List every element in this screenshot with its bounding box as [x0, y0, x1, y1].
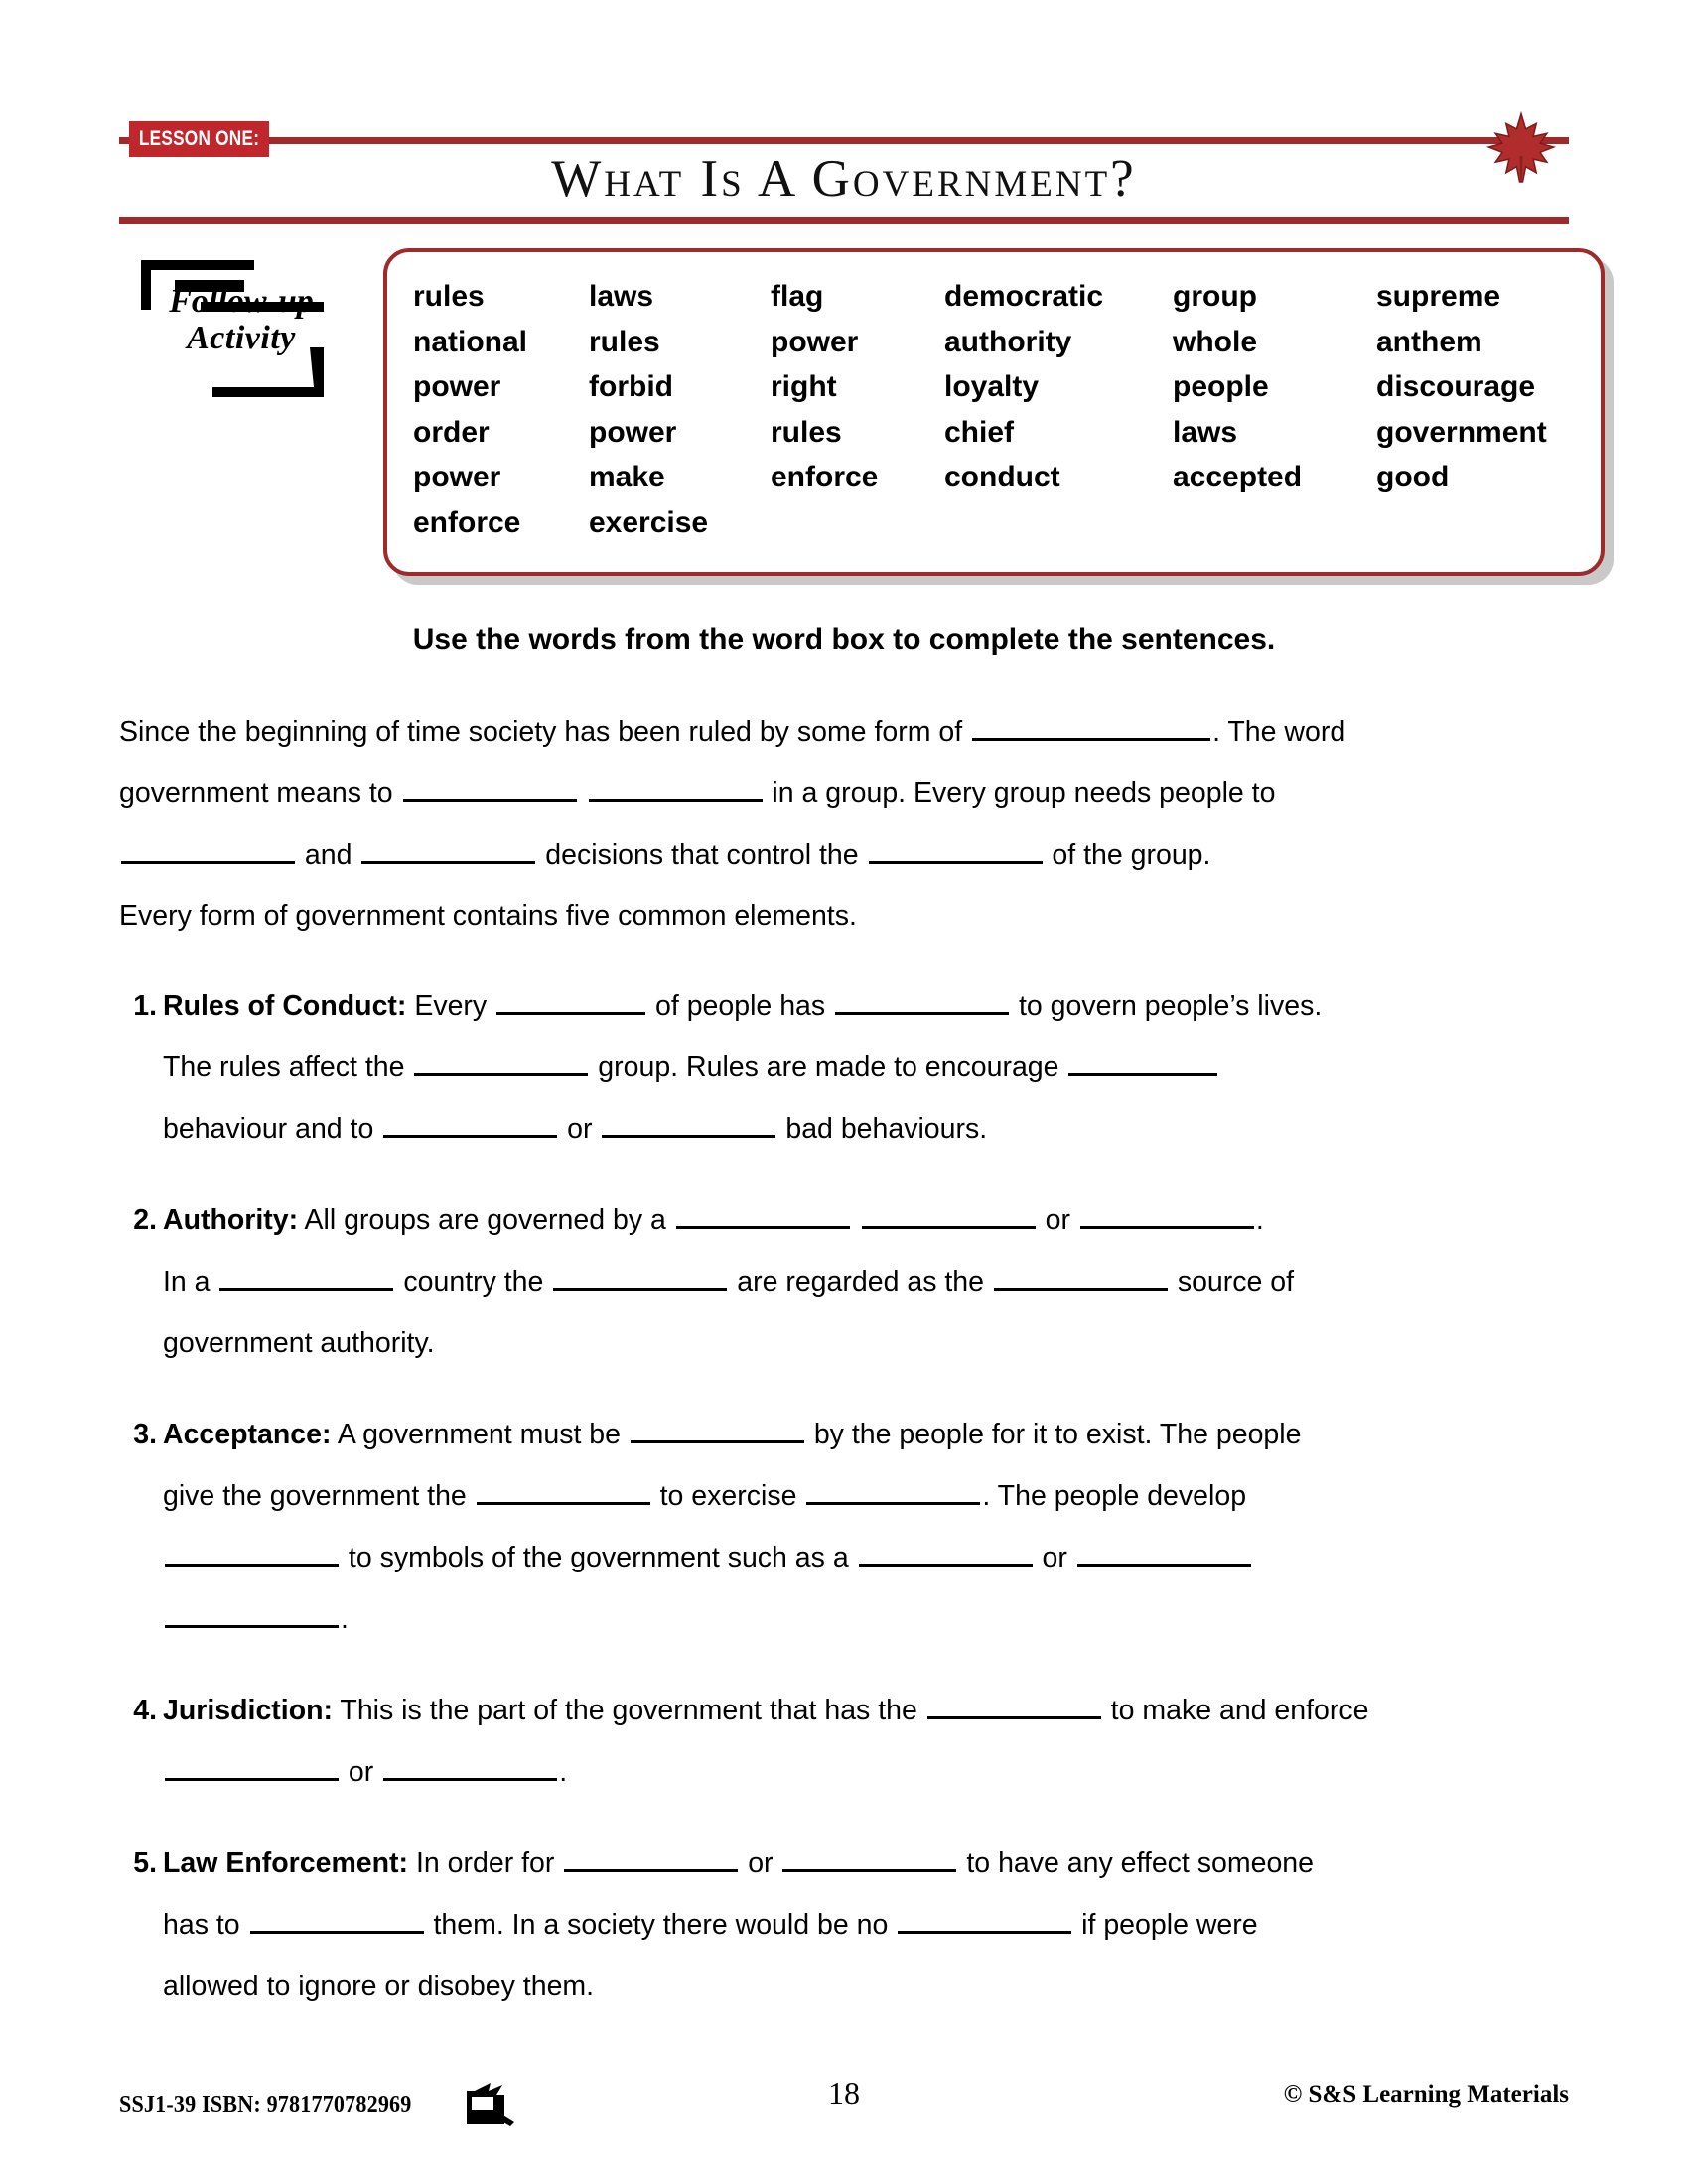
word-box-column: [944, 274, 1173, 546]
fill-in-blank[interactable]: [782, 1840, 956, 1872]
fill-in-blank[interactable]: [219, 1258, 393, 1291]
item-body: [163, 1189, 1569, 1374]
sentence-text: .: [1255, 1203, 1264, 1236]
word-box-section: [119, 248, 1569, 576]
sentence-text: allowed to ignore or disobey them.: [163, 1970, 595, 2002]
sentence-line: [163, 1894, 1569, 1956]
word-box-word: flag: [771, 280, 824, 313]
sentence-text: government authority.: [163, 1326, 435, 1359]
fill-in-blank[interactable]: [361, 831, 535, 864]
sentence-text: source of: [1169, 1265, 1295, 1297]
word-box-word: people: [1173, 370, 1269, 404]
sentence-text: government means to: [119, 776, 401, 809]
sentence-text: In order for: [408, 1846, 563, 1879]
fill-in-blank[interactable]: [972, 708, 1210, 741]
sentence-line: [163, 1404, 1569, 1465]
lesson-tag: LESSON ONE:: [129, 121, 269, 157]
instruction-text: Use the words from the word box to complete the sentences.: [412, 622, 1276, 656]
sentence-text: [579, 777, 587, 809]
fill-in-blank[interactable]: [1080, 1196, 1254, 1229]
fill-in-blank[interactable]: [927, 1687, 1101, 1719]
fill-in-blank[interactable]: [165, 1748, 339, 1781]
sentence-text: or: [1037, 1203, 1078, 1236]
sentence-text: .: [559, 1755, 568, 1788]
intro-paragraph: [119, 701, 1569, 947]
sentence-text: . The people develop: [982, 1479, 1247, 1512]
word-box-word: rules: [589, 325, 660, 358]
fill-in-blank[interactable]: [414, 1043, 588, 1076]
sentence-text: decisions that control the: [537, 838, 867, 871]
fill-in-blank[interactable]: [250, 1901, 424, 1934]
word-box-word: chief: [944, 415, 1015, 449]
sentence-text: or: [559, 1112, 601, 1145]
word-box-word: good: [1376, 461, 1450, 494]
sentence-text: country the: [395, 1265, 552, 1297]
word-box-wrapper: [383, 248, 1605, 576]
sentence-text: in a group. Every group needs people to: [764, 776, 1276, 809]
intro-lines: [119, 701, 1569, 947]
word-box-word: power: [413, 370, 501, 404]
fill-in-blank[interactable]: [676, 1196, 850, 1229]
numbered-items-list: [119, 975, 1569, 2017]
fill-in-blank[interactable]: [589, 769, 763, 802]
numbered-item: [119, 1404, 1569, 1650]
sentence-line: [163, 1527, 1569, 1588]
fill-in-blank[interactable]: [496, 982, 645, 1015]
fill-in-blank[interactable]: [994, 1258, 1168, 1291]
sentence-text: to govern people’s lives.: [1011, 989, 1323, 1022]
sentence-line: [163, 1312, 1569, 1374]
word-box-word: government: [1376, 415, 1547, 449]
word-box-word: accepted: [1173, 461, 1303, 494]
page-header: [119, 107, 1569, 218]
sentence-text: if people were: [1073, 1908, 1258, 1941]
sentence-text: or: [740, 1846, 781, 1879]
sentence-line: [163, 1036, 1569, 1098]
header-rule-top: [119, 137, 1569, 144]
footer-product-code: SSJ1-39 ISBN: 9781770782969: [119, 2091, 412, 2117]
numbered-item: [119, 1680, 1569, 1803]
numbered-item: [119, 1833, 1569, 2017]
sentence-line: [163, 1741, 1569, 1803]
sentence-text: are regarded as the: [729, 1265, 992, 1297]
sentence-text: Every: [406, 989, 495, 1022]
item-number: 1.: [133, 989, 157, 1022]
item-number: 4.: [133, 1694, 157, 1726]
sentence-text: or: [341, 1755, 382, 1788]
sentence-text: Every form of government contains five common elements.: [119, 899, 857, 932]
sentence-line: [163, 1588, 1569, 1650]
sentence-text: This is the part of the government that has the: [333, 1694, 925, 1726]
word-box-word: rules: [413, 280, 485, 313]
sentence-text: give the government the: [163, 1479, 475, 1512]
word-box-word: discourage: [1376, 370, 1536, 404]
sentence-text: . The word: [1212, 715, 1346, 748]
item-number: 3.: [133, 1418, 157, 1450]
item-body: [163, 1680, 1569, 1803]
fill-in-blank[interactable]: [631, 1411, 804, 1443]
numbered-item: [119, 1189, 1569, 1374]
sentence-line: [163, 1833, 1569, 1894]
item-body: [163, 1404, 1569, 1650]
fill-in-blank[interactable]: [806, 1472, 980, 1505]
item-body: [163, 1833, 1569, 2017]
sentence-text: bad behaviours.: [777, 1112, 988, 1145]
item-term-label: Acceptance:: [163, 1418, 332, 1450]
page-footer: [119, 2067, 1569, 2126]
fill-in-blank[interactable]: [121, 831, 295, 864]
sentence-text: to have any effect someone: [958, 1846, 1315, 1879]
word-box-word: anthem: [1376, 325, 1482, 358]
word-box-word: group: [1173, 280, 1257, 313]
word-box-column: [413, 274, 589, 546]
fill-in-blank[interactable]: [165, 1595, 339, 1628]
sentence-text: A government must be: [331, 1418, 629, 1450]
word-box-column: [771, 274, 944, 546]
sentence-text: Since the beginning of time society has been ruled by some form of: [119, 715, 971, 748]
sentence-line: [163, 975, 1569, 1036]
word-box-column: [589, 274, 771, 546]
word-box-column: [1173, 274, 1376, 546]
sentence-text: of people has: [647, 989, 834, 1022]
word-box-word: exercise: [589, 505, 709, 539]
sentence-text: behaviour and to: [163, 1112, 382, 1145]
sentence-text: The rules affect the: [163, 1050, 413, 1083]
word-box-word: supreme: [1376, 280, 1501, 313]
word-box-word: forbid: [589, 370, 673, 404]
item-term-label: Authority:: [163, 1203, 299, 1236]
fill-in-blank[interactable]: [862, 1196, 1036, 1229]
fill-in-blank[interactable]: [564, 1840, 738, 1872]
follow-up-activity-label: [127, 284, 355, 356]
word-box-word: power: [413, 461, 501, 494]
sentence-text: has to: [163, 1908, 248, 1941]
follow-up-activity-logo: [119, 248, 367, 407]
fill-in-blank[interactable]: [869, 831, 1043, 864]
word-box: [383, 248, 1605, 576]
sentence-line: [119, 824, 1569, 886]
sentence-text: or: [1034, 1541, 1075, 1573]
word-box-word: loyalty: [944, 370, 1040, 404]
fill-in-blank[interactable]: [477, 1472, 650, 1505]
sentence-text: group. Rules are made to encourage: [590, 1050, 1067, 1083]
word-box-word: authority: [944, 325, 1072, 358]
item-term-label: Rules of Conduct:: [163, 989, 407, 1022]
word-box-word: right: [771, 370, 837, 404]
word-box-word: power: [589, 415, 677, 449]
sentence-text: to make and enforce: [1102, 1694, 1369, 1726]
sentence-text: In a: [163, 1265, 218, 1297]
fill-in-blank[interactable]: [859, 1534, 1033, 1567]
sentence-text: to symbols of the government such as a: [341, 1541, 857, 1573]
word-box-column: [1376, 274, 1575, 546]
footer-page-number: 18: [828, 2075, 860, 2111]
sentence-text: [852, 1204, 860, 1236]
footer-copyright: © S&S Learning Materials: [1283, 2081, 1569, 2108]
sentence-text: them. In a society there would be no: [425, 1908, 897, 1941]
word-box-word: rules: [771, 415, 842, 449]
item-number: 5.: [133, 1846, 157, 1879]
word-box-word: laws: [1173, 415, 1238, 449]
sentence-text: to exercise: [651, 1479, 805, 1512]
fill-in-blank[interactable]: [383, 1105, 557, 1138]
item-term-label: Jurisdiction:: [163, 1694, 334, 1726]
sentence-line: [163, 1189, 1569, 1251]
fill-in-blank[interactable]: [553, 1258, 727, 1291]
word-box-word: democratic: [944, 280, 1104, 313]
item-body: [163, 975, 1569, 1160]
sentence-text: of the group.: [1044, 838, 1211, 871]
fill-in-blank[interactable]: [602, 1105, 775, 1138]
word-box-word: laws: [589, 280, 654, 313]
fill-in-blank[interactable]: [165, 1534, 339, 1567]
sentence-text: All groups are governed by a: [298, 1203, 674, 1236]
sentence-line: [163, 1251, 1569, 1312]
follow-up-line-2: Activity: [187, 319, 296, 356]
sentence-text: by the people for it to exist. The people: [805, 1418, 1302, 1450]
fill-in-blank[interactable]: [1077, 1534, 1251, 1567]
word-box-word: conduct: [944, 461, 1060, 494]
sentence-line: [163, 1680, 1569, 1741]
sentence-line: [119, 701, 1569, 762]
fill-in-blank[interactable]: [1068, 1043, 1217, 1076]
follow-up-line-1: Follow-up: [169, 283, 314, 320]
sentence-line: [163, 1956, 1569, 2017]
word-box-word: power: [771, 325, 859, 358]
header-rule-bottom: [119, 217, 1569, 224]
item-term-label: Law Enforcement:: [163, 1846, 409, 1879]
fill-in-blank[interactable]: [835, 982, 1009, 1015]
fill-in-blank[interactable]: [898, 1901, 1071, 1934]
word-box-word: order: [413, 415, 490, 449]
sentence-line: [163, 1465, 1569, 1527]
word-box-word: whole: [1173, 325, 1258, 358]
fill-in-blank[interactable]: [383, 1748, 557, 1781]
sentence-line: [119, 886, 1569, 947]
item-number: 2.: [133, 1203, 157, 1236]
sentence-text: and: [297, 838, 360, 871]
sentence-line: [163, 1098, 1569, 1160]
sentence-line: [119, 762, 1569, 824]
word-box-word: make: [589, 461, 665, 494]
numbered-item: [119, 975, 1569, 1160]
maple-leaf-icon: [1483, 109, 1559, 185]
word-box-word: enforce: [771, 461, 879, 494]
word-box-word: enforce: [413, 505, 521, 539]
sentence-text: .: [341, 1602, 349, 1635]
fill-in-blank[interactable]: [403, 769, 577, 802]
word-box-word: national: [413, 325, 528, 358]
page-title: What Is A Government?: [551, 150, 1137, 207]
